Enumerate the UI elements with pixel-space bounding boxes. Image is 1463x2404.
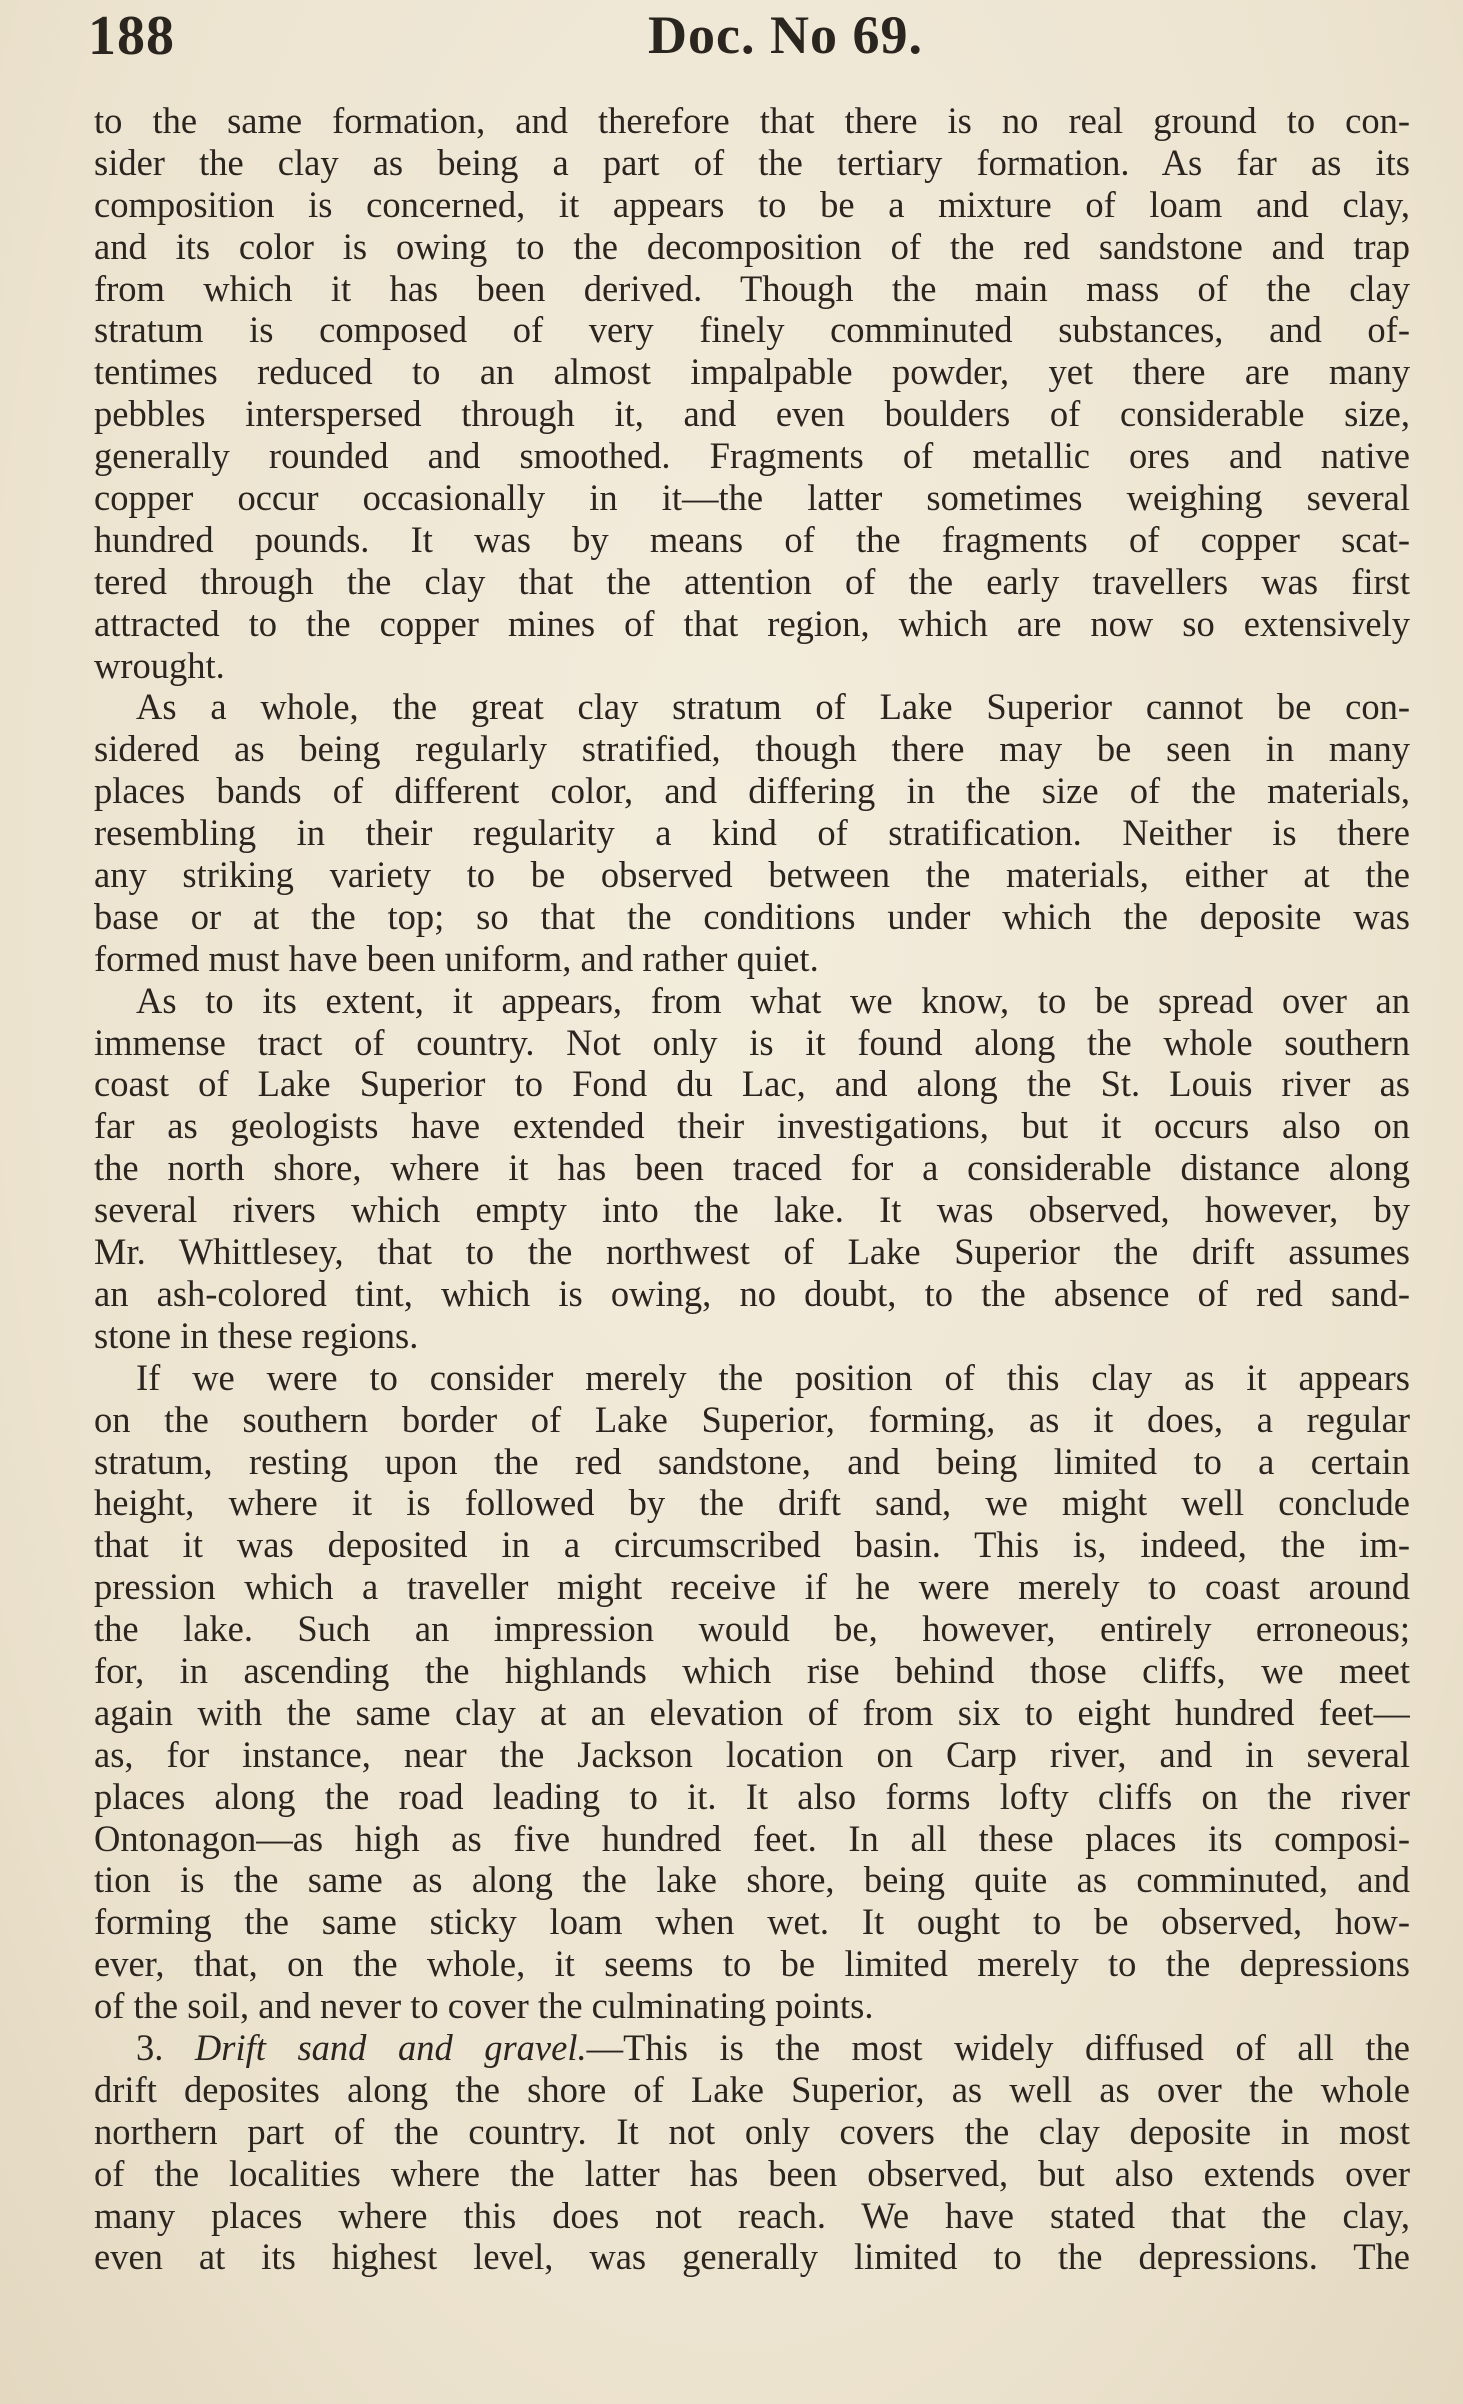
text-line: coast of Lake Superior to Fond du Lac, and along the St. Louis river as (94, 1063, 1410, 1105)
text-line: on the southern border of Lake Superior, forming, as it does, a regular (94, 1398, 1410, 1440)
page-number: 188 (88, 5, 175, 67)
text-line: tered through the clay that the attention of the early travellers was first (94, 560, 1410, 602)
text-line: any striking variety to be observed between the materials, either at the (94, 854, 1410, 896)
text-line: copper occur occasionally in it—the latter sometimes weighing several (94, 477, 1410, 519)
section-first-line-text: —This is the most widely diffused of all the (586, 2026, 1410, 2068)
text-line: As a whole, the great clay stratum of Lake Superior cannot be con- (136, 686, 1410, 728)
body-text (94, 100, 1410, 2278)
text-line: formed must have been uniform, and rather quiet. (94, 937, 819, 979)
text-line: places bands of different color, and differing in the size of the materials, (94, 770, 1410, 812)
text-line: As to its extent, it appears, from what we know, to be spread over an (136, 979, 1410, 1021)
text-line: stone in these regions. (94, 1314, 419, 1356)
text-line: immense tract of country. Not only is it found along the whole southern (94, 1021, 1410, 1063)
text-line: hundred pounds. It was by means of the fragments of copper scat- (94, 518, 1410, 560)
paragraph-4 (94, 1357, 1410, 2027)
paragraph-2 (94, 686, 1410, 979)
text-line: pression which a traveller might receive if he were merely to coast around (94, 1566, 1410, 1608)
text-line: to the same formation, and therefore that there is no real ground to con- (94, 100, 1410, 141)
text-line: stratum is composed of very finely comminuted substances, and of- (94, 309, 1410, 351)
text-line: stratum, resting upon the red sandstone, and being limited to a certain (94, 1440, 1410, 1482)
text-line: an ash-colored tint, which is owing, no doubt, to the absence of red sand- (94, 1272, 1410, 1314)
text-line: far as geologists have extended their investigations, but it occurs also on (94, 1105, 1410, 1147)
text-line: several rivers which empty into the lake. It was observed, however, by (94, 1189, 1410, 1231)
text-line: tentimes reduced to an almost impalpable powder, yet there are many (94, 351, 1410, 393)
text-line: of the localities where the latter has been observed, but also extends over (94, 2152, 1410, 2194)
text-line: as, for instance, near the Jackson location on Carp river, and in several (94, 1733, 1410, 1775)
text-line: base or at the top; so that the conditions under which the deposite was (94, 895, 1410, 937)
paragraph-5 (94, 2027, 1410, 2278)
text-line: Mr. Whittlesey, that to the northwest of Lake Superior the drift assumes (94, 1231, 1410, 1273)
text-line: and its color is owing to the decomposition of the red sandstone and trap (94, 225, 1410, 267)
text-line: sider the clay as being a part of the tertiary formation. As far as its (94, 141, 1410, 183)
text-line: northern part of the country. It not only covers the clay deposite in most (94, 2110, 1410, 2152)
section-title: Drift sand and gravel. (194, 2026, 587, 2068)
section-number: 3. (136, 2026, 164, 2068)
paragraph-1 (94, 100, 1410, 686)
text-line: even at its highest level, was generally limited to the depressions. The (94, 2236, 1410, 2278)
text-line: Ontonagon—as high as five hundred feet. In all these places its composi- (94, 1817, 1410, 1859)
text-line: If we were to consider merely the position of this clay as it appears (136, 1356, 1410, 1398)
text-line: sidered as being regularly stratified, though there may be seen in many (94, 728, 1410, 770)
text-line: places along the road leading to it. It also forms lofty cliffs on the river (94, 1775, 1410, 1817)
paragraph-3 (94, 980, 1410, 1357)
text-line: tion is the same as along the lake shore, being quite as comminuted, and (94, 1859, 1410, 1901)
text-line: forming the same sticky loam when wet. It ought to be observed, how- (94, 1901, 1410, 1943)
text-line: generally rounded and smoothed. Fragments of metallic ores and native (94, 435, 1410, 477)
text-line: wrought. (94, 644, 225, 686)
text-line: from which it has been derived. Though the main mass of the clay (94, 267, 1410, 309)
text-line: composition is concerned, it appears to be a mixture of loam and clay, (94, 183, 1410, 225)
text-line: drift deposites along the shore of Lake Superior, as well as over the whole (94, 2068, 1410, 2110)
section-heading-line (94, 2027, 1410, 2069)
text-line: resembling in their regularity a kind of stratification. Neither is there (94, 812, 1410, 854)
text-line: for, in ascending the highlands which rise behind those cliffs, we meet (94, 1649, 1410, 1691)
text-line: the lake. Such an impression would be, however, entirely erroneous; (94, 1608, 1410, 1650)
page-header (88, 4, 1418, 68)
text-line: that it was deposited in a circumscribed basin. This is, indeed, the im- (94, 1524, 1410, 1566)
text-line: pebbles interspersed through it, and even boulders of considerable size, (94, 393, 1410, 435)
running-head: Doc. No 69. (648, 5, 923, 65)
text-line: ever, that, on the whole, it seems to be limited merely to the depressions (94, 1943, 1410, 1985)
text-line: height, where it is followed by the drift sand, we might well conclude (94, 1482, 1410, 1524)
text-line: many places where this does not reach. We have stated that the clay, (94, 2194, 1410, 2236)
text-line: again with the same clay at an elevation of from six to eight hundred feet— (94, 1691, 1410, 1733)
text-line: attracted to the copper mines of that region, which are now so extensively (94, 602, 1410, 644)
text-line: of the soil, and never to cover the culminating points. (94, 1985, 874, 2027)
text-line: the north shore, where it has been traced for a considerable distance along (94, 1147, 1410, 1189)
